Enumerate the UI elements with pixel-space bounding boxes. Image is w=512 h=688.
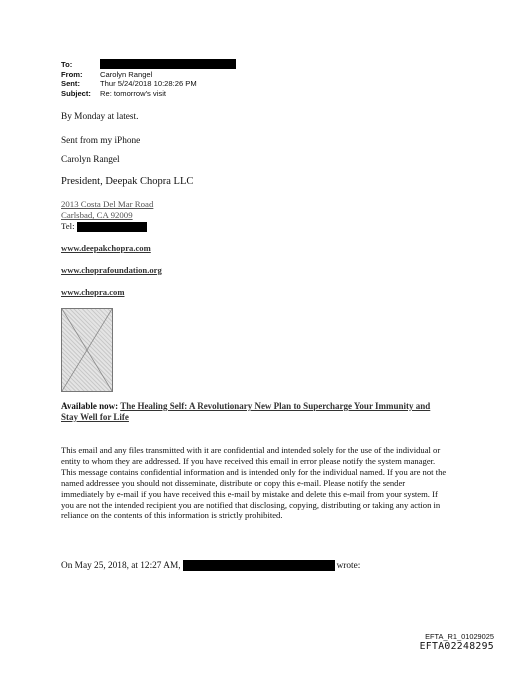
signature-address [61,199,153,232]
body-line-2: Sent from my iPhone [61,136,141,146]
available-label: Available now: [61,401,119,411]
signature-name: Carolyn Rangel [61,155,120,165]
sent-label: Sent: [61,79,80,89]
image-placeholder [61,308,113,392]
to-row [61,60,236,70]
tel-row [61,221,153,232]
wrote-prefix: On May 25, 2018, at 12:27 AM, [61,560,181,571]
from-row [61,70,236,80]
quoted-header [61,560,360,571]
broken-image-icon [62,309,112,391]
confidentiality-disclaimer: This email and any files transmitted with it are confidential and intended solely for the use of the individual or entity to whom they are addressed. If you have received this email in error please notify the system manager. This message contains confidential information and is intended only for the individual named. If you are not the named addressee you should not disseminate, distribute or copy this e-mail. Please notify the sender immediately by e-mail if you have received this e-mail by mistake and delete this e-mail from your system. If you are not the intended recipient you are notified that disclosing, copying, distributing or taking any action in reliance on the contents of this information is strictly prohibited. [61,445,447,521]
redaction-bar [100,59,236,69]
subject-value: Re: tomorrow's visit [100,88,167,98]
address-line-1[interactable]: 2013 Costa Del Mar Road [61,199,154,209]
subject-label: Subject: [61,88,91,98]
link-deepakchopra[interactable]: www.deepakchopra.com [61,243,151,253]
link-choprafoundation[interactable]: www.choprafoundation.org [61,265,162,275]
subject-row [61,89,236,99]
tel-label: Tel: [61,221,75,231]
book-title-link[interactable]: The Healing Self: A Revolutionary New Plan to Supercharge Your Immunity and Stay Well for Life [61,401,431,422]
wrote-suffix: wrote: [336,560,361,571]
signature-title: President, Deepak Chopra LLC [61,176,194,187]
document-ids [420,632,494,652]
bates-number: EFTA02248295 [419,641,494,652]
available-now [61,401,441,423]
address-line-2[interactable]: Carlsbad, CA 92009 [61,210,133,220]
sent-row [61,79,236,89]
from-value: Carolyn Rangel [100,69,153,79]
redaction-bar [77,222,147,232]
from-label: From: [61,69,83,79]
email-header [61,60,236,98]
doc-id: EFTA_R1_01029025 [425,632,494,641]
link-chopra[interactable]: www.chopra.com [61,287,125,297]
sent-value: Thur 5/24/2018 10:28:26 PM [100,79,197,89]
redaction-bar [183,560,335,571]
to-label: To: [61,60,73,69]
body-line-1: By Monday at latest. [61,112,139,122]
